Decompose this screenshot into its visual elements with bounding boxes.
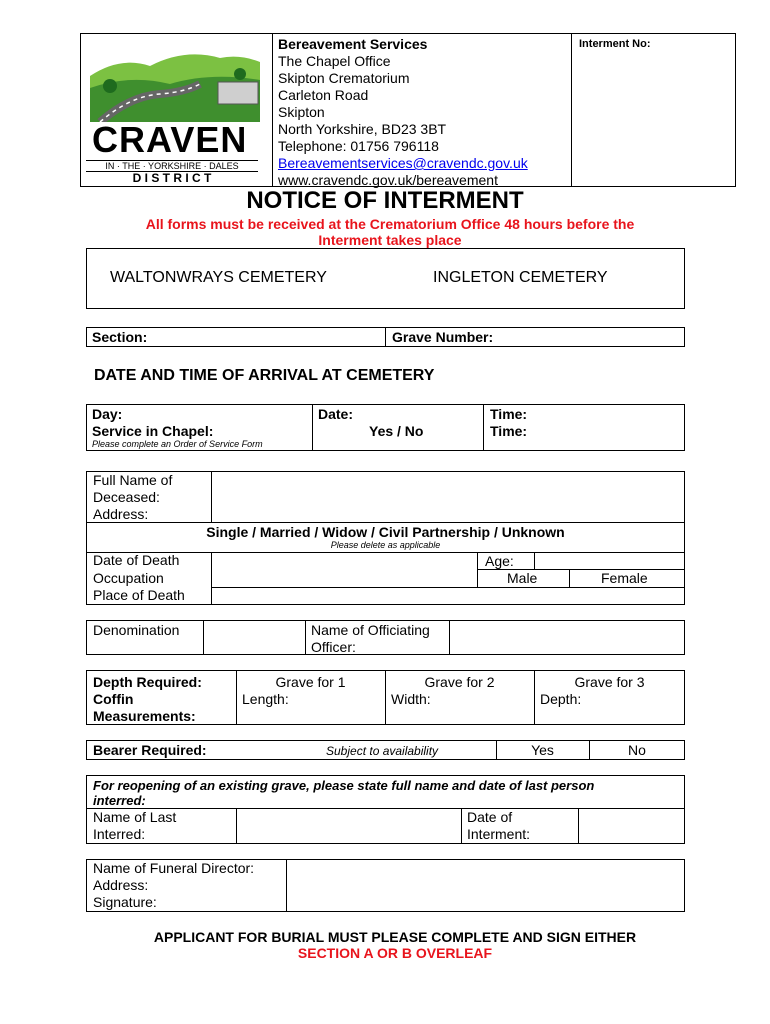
length-label: Length: bbox=[242, 691, 289, 707]
service-label: Service in Chapel: bbox=[92, 423, 214, 439]
arrival-heading: DATE AND TIME OF ARRIVAL AT CEMETERY bbox=[94, 367, 435, 384]
day-label: Day: bbox=[92, 406, 123, 422]
last-interred-label: Interred: bbox=[93, 826, 146, 842]
telephone: Telephone: 01756 796118 bbox=[278, 138, 439, 154]
place-of-death-label: Place of Death bbox=[93, 587, 185, 603]
grave-for-2-option[interactable]: Grave for 2 bbox=[424, 674, 495, 690]
officiating-officer-label: Officer: bbox=[311, 639, 356, 655]
reopen-note: interred: bbox=[93, 793, 146, 808]
logo-tagline: IN · THE · YORKSHIRE · DALES bbox=[86, 160, 258, 172]
dept-name: Bereavement Services bbox=[278, 36, 428, 52]
logo-district: D I S T R I C T bbox=[132, 171, 212, 185]
page-title: NOTICE OF INTERMENT bbox=[246, 187, 524, 214]
section-label: Section: bbox=[92, 329, 148, 345]
male-option[interactable]: Male bbox=[507, 570, 538, 586]
deadline-notice bbox=[80, 216, 700, 248]
measurements-label: Measurements: bbox=[93, 708, 196, 724]
female-option[interactable]: Female bbox=[601, 570, 648, 586]
depth-label: Depth: bbox=[540, 691, 582, 707]
yes-no-option[interactable]: Yes / No bbox=[369, 423, 424, 439]
signature-label: Signature: bbox=[93, 894, 157, 910]
date-of-interment-label: Interment: bbox=[467, 826, 531, 842]
email-link[interactable]: Bereavementservices@cravendc.gov.uk bbox=[278, 155, 528, 171]
address-line: North Yorkshire, BD23 3BT bbox=[278, 121, 447, 137]
craven-logo bbox=[86, 36, 266, 184]
full-name-label: Deceased: bbox=[93, 489, 160, 505]
cemetery-ingleton[interactable]: INGLETON CEMETERY bbox=[433, 269, 608, 286]
date-of-interment-label: Date of bbox=[467, 809, 513, 825]
grave-number-label: Grave Number: bbox=[392, 329, 494, 345]
occupation-label: Occupation bbox=[93, 570, 164, 586]
time-label: Time: bbox=[490, 406, 528, 422]
cemetery-waltonwrays[interactable]: WALTONWRAYS CEMETERY bbox=[110, 269, 327, 286]
date-label: Date: bbox=[318, 406, 354, 422]
officiating-officer-label: Name of Officiating bbox=[311, 622, 430, 638]
website: www.cravendc.gov.uk/bereavement bbox=[278, 172, 498, 188]
date-of-death-label: Date of Death bbox=[93, 552, 180, 568]
address-block bbox=[278, 36, 568, 189]
address-line: Carleton Road bbox=[278, 87, 369, 103]
fd-address-label: Address: bbox=[93, 877, 149, 893]
depth-required-label: Depth Required: bbox=[93, 674, 202, 690]
delete-note: Please delete as applicable bbox=[330, 540, 441, 550]
age-label: Age: bbox=[485, 553, 514, 569]
bearer-yes-option[interactable]: Yes bbox=[531, 742, 554, 758]
notice-line: Interment takes place bbox=[318, 232, 462, 248]
full-name-label: Full Name of bbox=[93, 472, 173, 488]
address-line: The Chapel Office bbox=[278, 53, 391, 69]
footer-instruction: APPLICANT FOR BURIAL MUST PLEASE COMPLETE AND SIGN EITHER bbox=[153, 929, 637, 945]
coffin-label: Coffin bbox=[93, 691, 134, 707]
bearer-no-option[interactable]: No bbox=[628, 742, 646, 758]
funeral-director-label: Name of Funeral Director: bbox=[93, 860, 255, 876]
time-label: Time: bbox=[490, 423, 528, 439]
availability-note: Subject to availability bbox=[326, 744, 439, 758]
address-line: Skipton bbox=[278, 104, 325, 120]
last-interred-label: Name of Last bbox=[93, 809, 177, 825]
address-label: Address: bbox=[93, 506, 149, 522]
address-line: Skipton Crematorium bbox=[278, 70, 410, 86]
bearer-required-label: Bearer Required: bbox=[93, 742, 207, 758]
notice-line: All forms must be received at the Crematorium Office 48 hours before the bbox=[145, 216, 635, 232]
denomination-label: Denomination bbox=[93, 622, 180, 638]
logo-name: CRAVEN bbox=[92, 119, 248, 160]
reopen-note: For reopening of an existing grave, please state full name and date of last person bbox=[93, 778, 595, 793]
footer-section-note: SECTION A OR B OVERLEAF bbox=[297, 945, 493, 961]
landscape-icon bbox=[90, 36, 260, 122]
marital-status-options[interactable]: Single / Married / Widow / Civil Partnership / Unknown bbox=[206, 524, 565, 540]
service-note: Please complete an Order of Service Form bbox=[92, 439, 263, 449]
grave-for-1-option[interactable]: Grave for 1 bbox=[275, 674, 346, 690]
grave-for-3-option[interactable]: Grave for 3 bbox=[574, 674, 645, 690]
interment-no-label: Interment No: bbox=[579, 38, 651, 50]
width-label: Width: bbox=[391, 691, 431, 707]
